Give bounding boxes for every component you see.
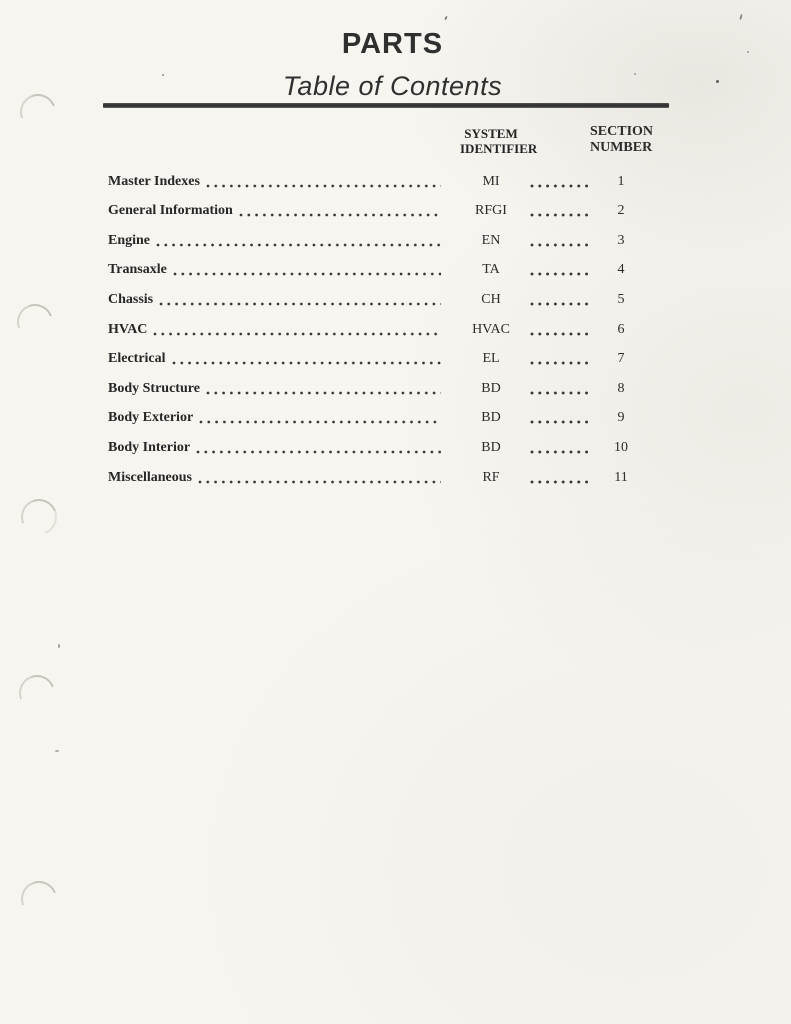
dot-leader [529, 322, 588, 338]
row-identifier: HVAC [472, 321, 510, 337]
row-label: Chassis [108, 291, 154, 307]
row-title-cell [108, 440, 460, 456]
row-identifier-cell [460, 233, 590, 249]
dot-leader [195, 440, 441, 456]
row-title-cell [108, 174, 460, 190]
row-label: Body Exterior [108, 410, 194, 426]
row-section-number: 1 [617, 173, 625, 189]
column-header-line: IDENTIFIER [460, 140, 538, 156]
table-row [108, 249, 654, 279]
row-identifier: BD [481, 380, 501, 396]
dot-leader [197, 470, 441, 486]
dot-leader [205, 381, 441, 397]
scan-speck [747, 51, 749, 53]
dot-leader [152, 322, 441, 338]
row-identifier-cell [460, 410, 590, 426]
row-title-cell [108, 262, 460, 278]
dot-leader [529, 262, 588, 278]
row-section-number: 4 [617, 262, 625, 278]
table-row [108, 219, 654, 249]
row-title-cell [108, 203, 460, 219]
dot-leader [529, 351, 588, 367]
row-label: Engine [108, 232, 151, 248]
punch-hole [11, 298, 59, 346]
row-section-number: 11 [614, 469, 628, 485]
dot-leader [205, 174, 441, 190]
table-row [108, 426, 654, 456]
page-subtitle: Table of Contents [282, 71, 503, 101]
dot-leader [198, 410, 441, 426]
page-header [110, 28, 675, 102]
dot-leader [238, 203, 441, 219]
row-identifier: EN [481, 232, 501, 248]
row-label: Body Interior [108, 439, 191, 455]
row-identifier-cell [460, 262, 590, 278]
row-label: Miscellaneous [108, 469, 192, 485]
scan-speck [716, 80, 719, 83]
dot-leader [171, 351, 441, 367]
column-header-line: SECTION [590, 124, 654, 139]
table-row [108, 338, 654, 368]
row-label: Electrical [108, 351, 166, 367]
table-column-headers [108, 124, 652, 156]
dot-leader [529, 470, 588, 486]
row-identifier: EL [482, 351, 500, 367]
row-title-cell [108, 322, 460, 338]
dot-leader [529, 410, 588, 426]
table-row [108, 190, 654, 220]
row-identifier: TA [482, 262, 500, 278]
row-label: Master Indexes [108, 173, 200, 189]
row-label: Body Structure [108, 380, 200, 396]
row-identifier: RFGI [475, 203, 507, 219]
row-title-cell [108, 351, 460, 367]
table-row [108, 456, 654, 486]
table-row [108, 160, 654, 190]
row-identifier-cell [460, 470, 590, 486]
table-row [108, 278, 654, 308]
row-section-number: 9 [617, 410, 625, 426]
row-section-number: 8 [617, 380, 625, 396]
row-title-cell [108, 292, 460, 308]
column-header-section-number [590, 124, 652, 156]
punch-hole [15, 493, 63, 541]
row-label: General Information [108, 203, 233, 219]
dot-leader [155, 233, 441, 249]
row-identifier-cell [460, 381, 590, 397]
row-section-number: 6 [617, 321, 625, 337]
row-identifier: BD [481, 410, 501, 426]
row-identifier-cell [460, 322, 590, 338]
toc-table [108, 160, 654, 486]
row-label: HVAC [108, 321, 148, 337]
page-title: PARTS [341, 28, 444, 60]
row-title-cell [108, 381, 460, 397]
punch-hole [13, 669, 61, 717]
row-title-cell [108, 470, 460, 486]
dot-leader [529, 440, 588, 456]
row-section-number: 10 [614, 439, 628, 455]
scan-speck [739, 14, 742, 20]
row-identifier-cell [460, 292, 590, 308]
divider-rule [103, 103, 669, 108]
dot-leader [172, 262, 441, 278]
column-header-line: NUMBER [590, 140, 653, 155]
table-row [108, 308, 654, 338]
row-section-number: 7 [617, 351, 625, 367]
dot-leader [529, 381, 588, 397]
row-section-number: 5 [617, 291, 625, 307]
scan-speck [58, 644, 60, 648]
row-identifier-cell [460, 174, 590, 190]
row-section-number: 3 [617, 232, 625, 248]
row-title-cell [108, 410, 460, 426]
dot-leader [529, 174, 588, 190]
dot-leader [529, 233, 588, 249]
row-identifier-cell [460, 203, 590, 219]
row-label: Transaxle [108, 262, 167, 278]
row-identifier: CH [481, 291, 501, 307]
table-row [108, 397, 654, 427]
punch-hole [14, 88, 62, 136]
column-header-system-identifier [460, 126, 538, 156]
table-row [108, 367, 654, 397]
scan-speck [55, 750, 59, 752]
dot-leader [158, 292, 441, 308]
scan-speck [444, 16, 447, 20]
row-identifier: RF [482, 469, 500, 485]
row-identifier-cell [460, 440, 590, 456]
row-identifier-cell [460, 351, 590, 367]
row-identifier: BD [481, 439, 501, 455]
row-title-cell [108, 233, 460, 249]
column-header-line: SYSTEM [464, 126, 518, 141]
dot-leader [529, 203, 588, 219]
row-section-number: 2 [617, 203, 625, 219]
dot-leader [529, 292, 588, 308]
punch-hole [15, 875, 63, 923]
row-identifier: MI [482, 173, 500, 189]
